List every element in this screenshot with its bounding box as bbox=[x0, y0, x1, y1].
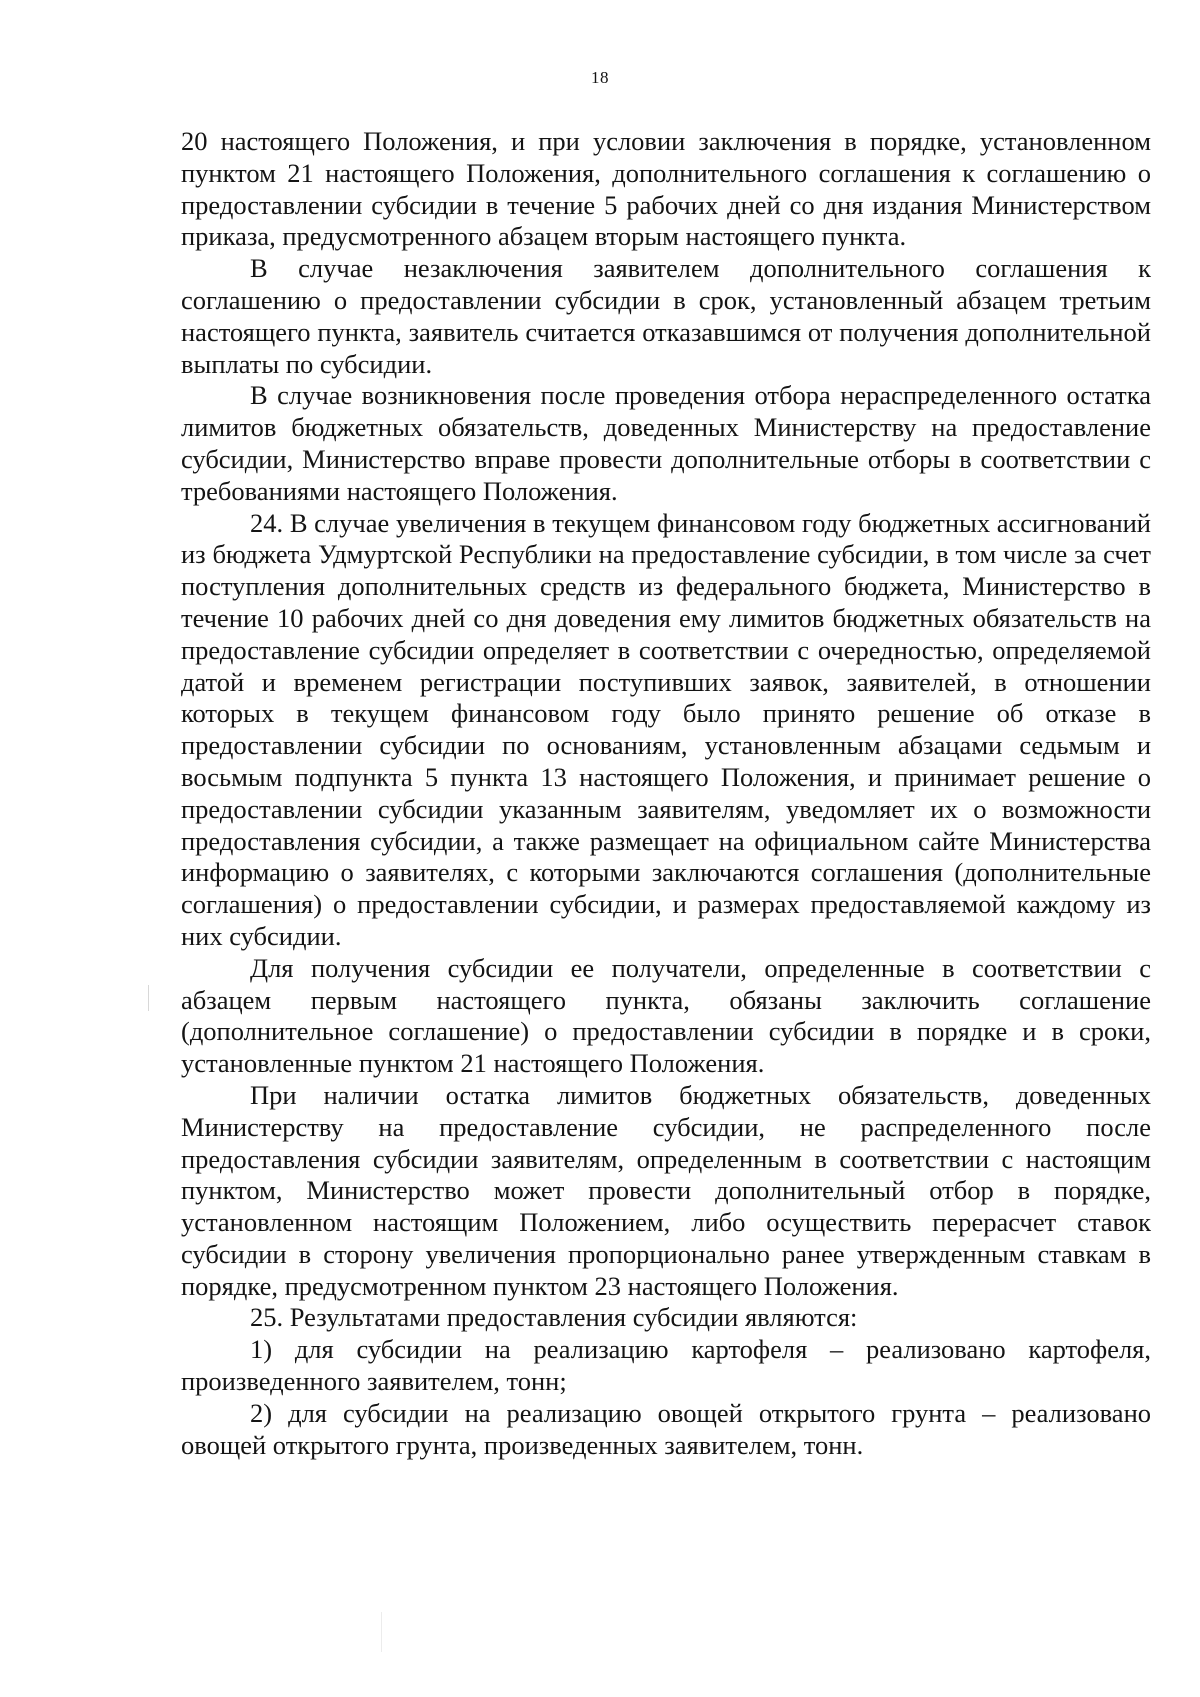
paragraph-obtaining-subsidy: Для получения субсидии ее получатели, определенные в соответствии с абзацем первым настоящего пункта, обязаны заключить соглашение (дополнительное соглашение) о предоставлении субсидии в порядке и в сроки, установленные пунктом 21 настоящего Положения. bbox=[181, 952, 1151, 1079]
paragraph-remaining-limits: При наличии остатка лимитов бюджетных обязательств, доведенных Министерству на предоставление субсидии, не распределенного после предоставления субсидии заявителям, определенным в соответствии с настоящим пунктом, Министерство может провести дополнительный отбор в порядке, установленном настоящим Положением, либо осуществить перерасчет ставок субсидии в сторону увеличения пропорционально ранее утвержденным ставкам в порядке, предусмотренном пунктом 23 настоящего Положения. bbox=[181, 1079, 1151, 1301]
paragraph-additional-selection: В случае возникновения после проведения отбора нераспределенного остатка лимитов бюджетных обязательств, доведенных Министерству на предоставление субсидии, Министерство вправе провести дополнительные отборы в соответствии с требованиями настоящего Положения. bbox=[181, 380, 1151, 506]
list-item-vegetables: 2) для субсидии на реализацию овощей открытого грунта – реализовано овощей открытого грунта, произведенных заявителем, тонн. bbox=[181, 1397, 1151, 1460]
paragraph-item-24: 24. В случае увеличения в текущем финансовом году бюджетных ассигнований из бюджета Удмуртской Республики на предоставление субсидии, в том числе за счет поступления дополнительных средств из федерального бюджета, Министерство в течение 10 рабочих дней со дня доведения ему лимитов бюджетных обязательств на предоставление субсидии определяет в соответствии с очередностью, определяемой датой и временем регистрации поступивших заявок, заявителей, в отношении которых в текущем финансовом году было принято решение об отказе в предоставлении субсидии по основаниям, установленным абзацами седьмым и восьмым подпункта 5 пункта 13 настоящего Положения, и принимает решение о предоставлении субсидии указанным заявителям, уведомляет их о возможности предоставления субсидии, а также размещает на официальном сайте Министерства информацию о заявителях, с которыми заключаются соглашения (дополнительные соглашения) о предоставлении субсидии, и размерах предоставляемой каждому из них субсидии. bbox=[181, 507, 1151, 951]
document-body bbox=[181, 126, 1151, 1461]
paragraph-non-conclusion: В случае незаключения заявителем дополнительного соглашения к соглашению о предоставлении субсидии в срок, установленный абзацем третьим настоящего пункта, заявитель считается отказавшимся от получения дополнительной выплаты по субсидии. bbox=[181, 253, 1151, 379]
paragraph-item-25: 25. Результатами предоставления субсидии являются: bbox=[250, 1302, 858, 1333]
list-item-potatoes: 1) для субсидии на реализацию картофеля – реализовано картофеля, произведенного заявителем, тонн; bbox=[181, 1334, 1151, 1397]
scan-artifact-mark bbox=[148, 985, 149, 1011]
scan-artifact-mark bbox=[381, 1612, 382, 1652]
paragraph-continuation: 20 настоящего Положения, и при условии заключения в порядке, установленном пунктом 21 настоящего Положения, дополнительного соглашения к соглашению о предоставлении субсидии в течение 5 рабочих дней со дня издания Министерством приказа, предусмотренного абзацем вторым настоящего пункта. bbox=[181, 126, 1151, 252]
page-number: 18 bbox=[591, 68, 609, 87]
